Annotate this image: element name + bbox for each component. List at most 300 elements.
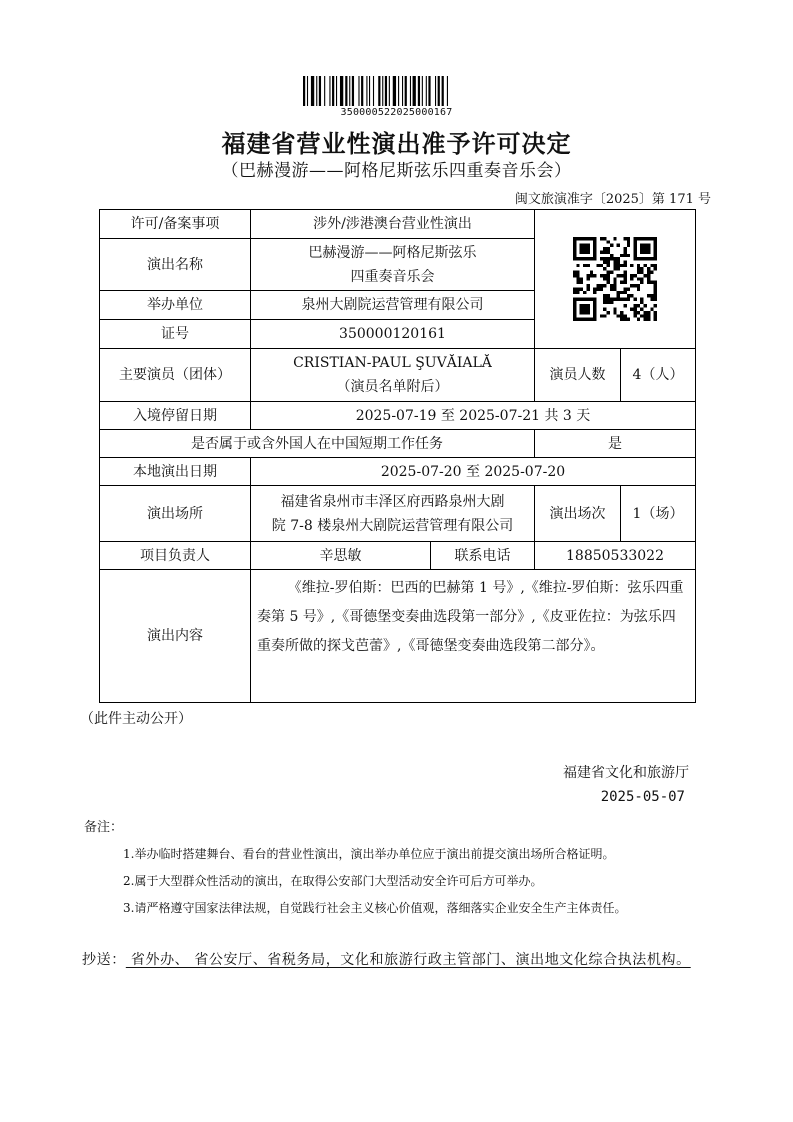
performer-label: 主要演员（团体） [100, 349, 251, 402]
entry-period-value: 2025-07-19 至 2025-07-21 共 3 天 [251, 402, 696, 430]
barcode-bar [426, 76, 427, 106]
qr-module [593, 287, 596, 290]
qr-module [654, 294, 657, 297]
qr-module [583, 311, 586, 314]
qr-module [573, 274, 576, 277]
qr-module [627, 244, 630, 247]
qr-module [607, 281, 610, 284]
qr-module [617, 264, 620, 267]
qr-module [654, 311, 657, 314]
manager-value: 辛思敏 [251, 542, 431, 570]
qr-module [613, 237, 616, 240]
qr-module [586, 277, 589, 280]
qr-module [644, 304, 647, 307]
qr-module [593, 291, 596, 294]
qr-module [650, 271, 653, 274]
qr-module [650, 257, 653, 260]
note-item-1: 1.举办临时搭建舞台、看台的营业性演出，演出举办单位应于演出前提交演出场所合格证明。 [123, 847, 615, 861]
barcode-bar [311, 76, 314, 106]
qr-module [644, 237, 647, 240]
barcode-bar [435, 76, 436, 106]
qr-module [640, 267, 643, 270]
qr-module [573, 291, 576, 294]
cc-body: 省外办、 省公安厅、省税务局，文化和旅游行政主管部门、演出地文化综合执法机构。 [125, 952, 691, 968]
qr-module [593, 250, 596, 253]
qr-module [586, 257, 589, 260]
qr-module [647, 271, 650, 274]
qr-module [580, 297, 583, 300]
qr-module [603, 284, 606, 287]
barcode-bar [345, 76, 347, 106]
phone-label: 联系电话 [431, 542, 535, 570]
qr-module [647, 244, 650, 247]
qr-module [613, 264, 616, 267]
qr-module [647, 247, 650, 250]
qr-module [583, 297, 586, 300]
qr-module [583, 304, 586, 307]
qr-module [603, 301, 606, 304]
qr-module [613, 281, 616, 284]
barcode-bar [303, 76, 305, 106]
qr-module [620, 297, 623, 300]
qr-module [600, 264, 603, 267]
qr-module [576, 274, 579, 277]
qr-module [576, 277, 579, 280]
qr-module [576, 271, 579, 274]
performer-name: CRISTIAN-PAUL ŞUVĂIALĂ [293, 355, 492, 371]
qr-module [597, 264, 600, 267]
qr-module [627, 287, 630, 290]
permit-type-label: 许可/备案事项 [100, 210, 251, 239]
qr-module [654, 264, 657, 267]
qr-module [603, 277, 606, 280]
qr-module [647, 237, 650, 240]
barcode-bar [307, 76, 308, 106]
qr-module [620, 311, 623, 314]
qr-module [633, 244, 636, 247]
qr-module [593, 311, 596, 314]
notes-title: 备注： [84, 820, 124, 835]
qr-module [654, 237, 657, 240]
public-disclosure-note: （此件主动公开） [80, 711, 192, 727]
qr-module [640, 281, 643, 284]
qr-module [654, 254, 657, 257]
barcode-bar [428, 76, 430, 106]
qr-module [650, 237, 653, 240]
qr-module [647, 281, 650, 284]
qr-module [654, 287, 657, 290]
qr-module [580, 247, 583, 250]
qr-module [644, 264, 647, 267]
local-date-label: 本地演出日期 [100, 458, 251, 486]
qr-module [610, 257, 613, 260]
qr-module [647, 294, 650, 297]
performer-count-label: 演员人数 [535, 349, 621, 402]
qr-module [573, 237, 576, 240]
qr-module [573, 250, 576, 253]
barcode [303, 76, 491, 106]
qr-module [603, 247, 606, 250]
qr-module [623, 318, 626, 321]
short-term-work-value: 是 [535, 430, 696, 458]
qr-module [627, 294, 630, 297]
qr-module [654, 304, 657, 307]
qr-module [623, 314, 626, 317]
qr-module [603, 267, 606, 270]
qr-module [620, 264, 623, 267]
venue-value [251, 486, 535, 542]
qr-code-cell [535, 210, 696, 349]
qr-module [580, 287, 583, 290]
qr-module [620, 318, 623, 321]
barcode-bar [316, 76, 317, 106]
qr-module [630, 264, 633, 267]
qr-module [650, 308, 653, 311]
barcode-bar [324, 76, 325, 106]
qr-module [573, 318, 576, 321]
qr-module [623, 264, 626, 267]
qr-module [630, 277, 633, 280]
qr-module [644, 311, 647, 314]
qr-module [640, 250, 643, 253]
performer-value [251, 349, 535, 402]
qr-module [593, 240, 596, 243]
short-term-work-label: 是否属于或含外国人在中国短期工作任务 [100, 430, 535, 458]
document-subtitle: （巴赫漫游——阿格尼斯弦乐四重奏音乐会） [221, 161, 572, 181]
phone-value: 18850533022 [535, 542, 696, 570]
cert-label: 证号 [100, 320, 251, 349]
qr-module [607, 274, 610, 277]
qr-module [607, 264, 610, 267]
qr-module [613, 261, 616, 264]
barcode-bar [385, 76, 387, 106]
qr-module [583, 237, 586, 240]
qr-module [586, 308, 589, 311]
qr-module [603, 261, 606, 264]
organizer-value: 泉州大剧院运营管理有限公司 [251, 291, 535, 320]
qr-module [644, 274, 647, 277]
qr-module [623, 237, 626, 240]
qr-module [637, 304, 640, 307]
qr-module [586, 318, 589, 321]
qr-module [573, 314, 576, 317]
qr-module [633, 314, 636, 317]
qr-module [617, 314, 620, 317]
qr-module [586, 244, 589, 247]
qr-module [586, 237, 589, 240]
qr-module [573, 271, 576, 274]
sessions-label: 演出场次 [535, 486, 621, 542]
qr-module [617, 291, 620, 294]
qr-module [576, 264, 579, 267]
qr-module [640, 301, 643, 304]
organizer-label: 举办单位 [100, 291, 251, 320]
qr-module [593, 244, 596, 247]
qr-module [593, 247, 596, 250]
qr-module [593, 297, 596, 300]
qr-module [613, 287, 616, 290]
qr-module [586, 311, 589, 314]
qr-module [644, 247, 647, 250]
qr-module [583, 318, 586, 321]
qr-module [654, 267, 657, 270]
qr-module [583, 247, 586, 250]
qr-module [583, 244, 586, 247]
qr-module [590, 237, 593, 240]
barcode-bar [389, 76, 390, 106]
permit-table [99, 209, 696, 703]
qr-module [590, 297, 593, 300]
qr-module [623, 277, 626, 280]
qr-module [580, 237, 583, 240]
qr-module [637, 267, 640, 270]
qr-module [576, 237, 579, 240]
qr-module [640, 314, 643, 317]
qr-module [623, 297, 626, 300]
qr-module [607, 311, 610, 314]
qr-module [647, 257, 650, 260]
document-number: 闽文旅演准字〔2025〕第 171 号 [514, 192, 711, 207]
barcode-bar [332, 76, 334, 106]
barcode-bar [369, 76, 370, 106]
document-title: 福建省营业性演出准予许可决定 [221, 130, 572, 158]
qr-module [617, 267, 620, 270]
qr-module [654, 318, 657, 321]
qr-module [623, 304, 626, 307]
qr-module [593, 254, 596, 257]
qr-module [644, 318, 647, 321]
venue-line-1: 福建省泉州市丰泽区府西路泉州大剧 [280, 493, 505, 510]
qr-module [650, 297, 653, 300]
qr-module [613, 311, 616, 314]
qr-module [620, 291, 623, 294]
qr-module [633, 247, 636, 250]
barcode-bar [329, 76, 330, 106]
barcode-bar [398, 76, 399, 106]
qr-module [607, 294, 610, 297]
qr-module [573, 308, 576, 311]
qr-module [633, 284, 636, 287]
qr-module [573, 311, 576, 314]
barcode-bar [366, 76, 367, 106]
venue-label: 演出场所 [100, 486, 251, 542]
qr-module [590, 271, 593, 274]
qr-module [644, 257, 647, 260]
qr-module [630, 308, 633, 311]
barcode-bar [358, 76, 359, 106]
qr-module [640, 237, 643, 240]
barcode-bar [410, 76, 411, 106]
qr-module [607, 261, 610, 264]
qr-module [633, 240, 636, 243]
qr-module [617, 274, 620, 277]
qr-module [640, 308, 643, 311]
qr-module [627, 237, 630, 240]
content-label: 演出内容 [100, 570, 251, 703]
qr-module [607, 257, 610, 260]
barcode-bar [319, 76, 321, 106]
qr-module [650, 264, 653, 267]
barcode-bar [349, 76, 350, 106]
venue-line-2: 院 7-8 楼泉州大剧院运营管理有限公司 [271, 517, 514, 534]
qr-module [607, 277, 610, 280]
qr-module [637, 257, 640, 260]
qr-module [573, 297, 576, 300]
qr-module [597, 287, 600, 290]
qr-module [580, 311, 583, 314]
barcode-bar [422, 76, 423, 106]
qr-module [586, 274, 589, 277]
issue-date: 2025-05-07 [600, 789, 685, 805]
qr-module [637, 284, 640, 287]
qr-module [630, 284, 633, 287]
performer-count-value: 4（人） [621, 349, 696, 402]
qr-module [576, 257, 579, 260]
qr-module [654, 284, 657, 287]
qr-module [633, 297, 636, 300]
qr-module [644, 314, 647, 317]
note-item-2: 2.属于大型群众性活动的演出，在取得公安部门大型活动安全许可后方可举办。 [123, 874, 543, 888]
qr-module [603, 250, 606, 253]
qr-module [576, 318, 579, 321]
sessions-value: 1（场） [621, 486, 696, 542]
qr-module [623, 291, 626, 294]
qr-module [613, 257, 616, 260]
qr-module [610, 287, 613, 290]
qr-module [654, 297, 657, 300]
qr-module [607, 301, 610, 304]
qr-module [573, 240, 576, 243]
barcode-bar [361, 76, 363, 106]
qr-module [637, 318, 640, 321]
qr-module [654, 244, 657, 247]
qr-module [607, 240, 610, 243]
qr-module [640, 277, 643, 280]
qr-module [580, 318, 583, 321]
qr-module [593, 308, 596, 311]
qr-module [654, 281, 657, 284]
manager-label: 项目负责人 [100, 542, 251, 570]
qr-module [654, 314, 657, 317]
qr-module [623, 281, 626, 284]
barcode-bar [340, 76, 343, 106]
qr-module [573, 257, 576, 260]
qr-module [620, 254, 623, 257]
qr-module [640, 297, 643, 300]
qr-module [637, 271, 640, 274]
issuer-name: 福建省文化和旅游厅 [563, 765, 689, 781]
qr-module [600, 287, 603, 290]
qr-module [583, 308, 586, 311]
qr-module [633, 311, 636, 314]
barcode-bar [378, 76, 380, 106]
qr-module [600, 250, 603, 253]
qr-module [654, 240, 657, 243]
barcode-bar [352, 76, 354, 106]
qr-module [637, 264, 640, 267]
qr-module [647, 274, 650, 277]
qr-code [573, 237, 657, 321]
qr-module [586, 304, 589, 307]
qr-module [573, 287, 576, 290]
qr-module [613, 277, 616, 280]
qr-module [607, 250, 610, 253]
qr-module [647, 311, 650, 314]
qr-module [586, 297, 589, 300]
qr-module [650, 294, 653, 297]
qr-module [644, 244, 647, 247]
qr-module [610, 254, 613, 257]
qr-module [647, 250, 650, 253]
barcode-bar [405, 76, 407, 106]
qr-module [600, 284, 603, 287]
qr-module [610, 244, 613, 247]
barcode-bar [336, 76, 337, 106]
qr-module [610, 297, 613, 300]
qr-module [586, 287, 589, 290]
qr-module [593, 314, 596, 317]
qr-module [580, 250, 583, 253]
qr-module [647, 318, 650, 321]
qr-module [633, 308, 636, 311]
barcode-bar [447, 76, 448, 106]
qr-module [593, 257, 596, 260]
qr-module [603, 257, 606, 260]
qr-module [593, 318, 596, 321]
qr-module [580, 304, 583, 307]
qr-module [593, 304, 596, 307]
qr-module [590, 274, 593, 277]
qr-module [603, 308, 606, 311]
qr-module [603, 274, 606, 277]
qr-module [623, 287, 626, 290]
qr-module [633, 250, 636, 253]
qr-module [617, 261, 620, 264]
qr-module [576, 297, 579, 300]
qr-module [607, 297, 610, 300]
qr-module [630, 274, 633, 277]
qr-module [627, 254, 630, 257]
qr-module [603, 237, 606, 240]
qr-module [617, 297, 620, 300]
qr-module [640, 244, 643, 247]
qr-module [623, 247, 626, 250]
qr-module [610, 301, 613, 304]
qr-module [583, 291, 586, 294]
qr-module [573, 304, 576, 307]
qr-module [600, 314, 603, 317]
barcode-bar [413, 76, 416, 106]
show-name-line-2: 四重奏音乐会 [350, 268, 435, 285]
qr-module [623, 254, 626, 257]
qr-module [573, 254, 576, 257]
qr-module [640, 257, 643, 260]
qr-module [607, 247, 610, 250]
qr-module [620, 281, 623, 284]
qr-module [627, 318, 630, 321]
qr-module [633, 257, 636, 260]
qr-module [600, 257, 603, 260]
qr-module [644, 250, 647, 253]
qr-module [573, 301, 576, 304]
qr-module [580, 277, 583, 280]
qr-module [623, 261, 626, 264]
qr-module [633, 274, 636, 277]
qr-module [580, 244, 583, 247]
note-item-3: 3.请严格遵守国家法律法规，自觉践行社会主义核心价值观，落细落实企业安全生产主体责任。 [123, 901, 627, 915]
qr-module [576, 287, 579, 290]
qr-module [597, 284, 600, 287]
